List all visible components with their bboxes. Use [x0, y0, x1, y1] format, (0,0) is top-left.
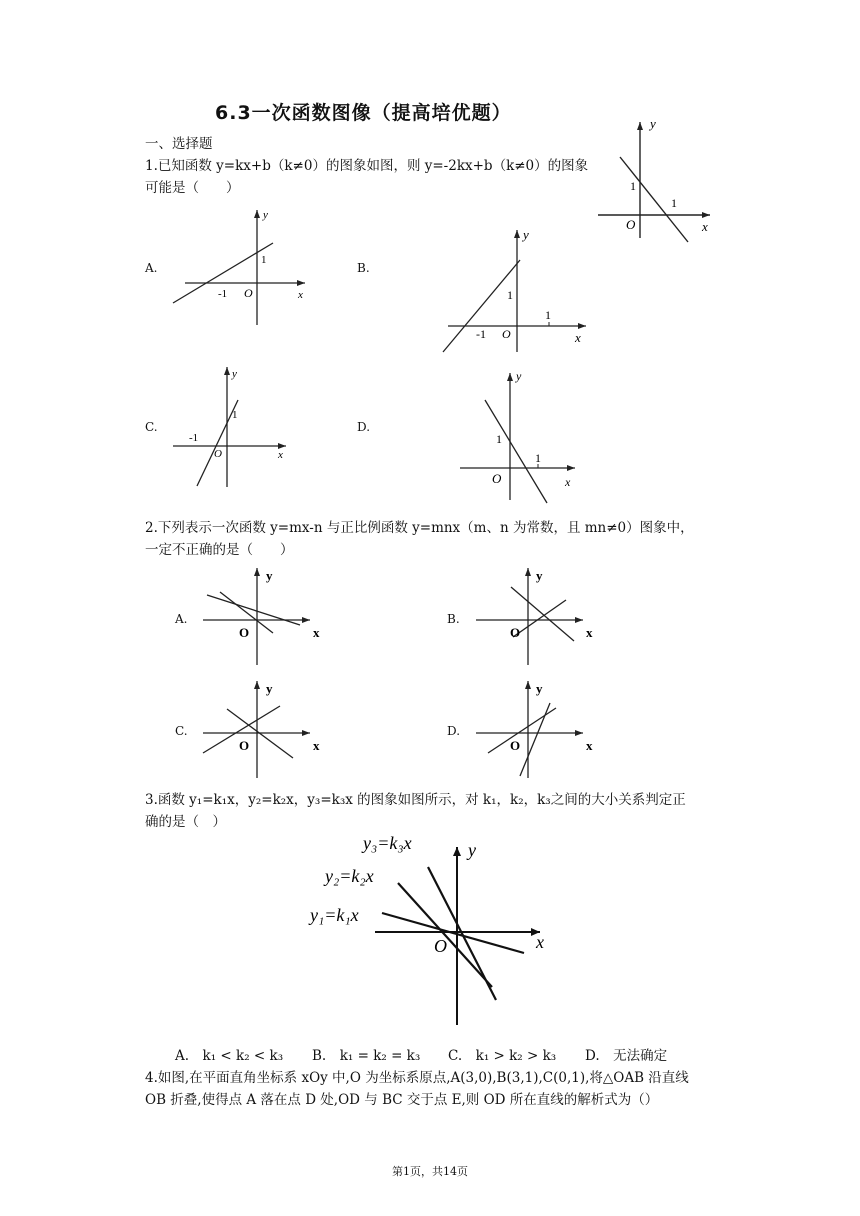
origin-label: O — [626, 217, 636, 232]
tick-label: -1 — [218, 288, 228, 300]
line-label-y1: y₁=k₁x — [310, 905, 359, 925]
q4-stem-line1: 4.如图,在平面直角坐标系 xOy 中,O 为坐标系原点,A(3,0),B(3,1),C(0,1),将△OAB 沿直线 — [145, 1070, 689, 1086]
x-axis-label: x — [313, 625, 320, 640]
q1-option-d[interactable]: D. — [357, 420, 371, 434]
origin-label: O — [239, 738, 250, 753]
tick-label: 1 — [535, 451, 541, 465]
origin-label: O — [502, 327, 511, 341]
y-axis-label: y — [650, 116, 656, 131]
tick-label: 1 — [630, 179, 636, 193]
y-axis-label: y — [468, 840, 476, 860]
q1-stem-line2: 可能是（ ） — [145, 180, 240, 196]
origin-label: O — [434, 936, 447, 956]
q1-option-b-graph — [440, 225, 600, 355]
page-title: 6.3一次函数图像（提高培优题） — [215, 102, 512, 124]
q4-stem-line2: OB 折叠,使得点 A 落在点 D 处,OD 与 BC 交于点 E,则 OD 所在直线的解析式为（） — [145, 1092, 659, 1108]
x-axis-label: x — [298, 289, 303, 301]
tick-label: 1 — [261, 254, 267, 266]
q2-option-b[interactable]: B. — [447, 612, 460, 626]
origin-label: O — [492, 471, 502, 486]
q3-answer-d[interactable]: D. 无法确定 — [585, 1048, 668, 1064]
q2-option-c[interactable]: C. — [175, 724, 188, 738]
x-axis-label: x — [586, 625, 593, 640]
origin-label: O — [510, 738, 521, 753]
section-heading: 一、选择题 — [145, 136, 213, 152]
y-axis-label: y — [536, 568, 543, 583]
q3-stem-line2: 确的是（ ） — [145, 814, 226, 830]
x-axis-label: x — [702, 219, 708, 234]
x-axis-label: x — [278, 449, 283, 461]
q3-stem-line1: 3.函数 y₁=k₁x，y₂=k₂x，y₃=k₃x 的图象如图所示，对 k₁，k₂，k₃之间的大小关系判定正 — [145, 792, 686, 808]
tick-label: 1 — [671, 196, 677, 210]
x-axis-label: x — [313, 738, 320, 753]
q3-graph — [300, 825, 560, 1035]
q2-stem-line1: 2.下列表示一次函数 y=mx-n 与正比例函数 y=mnx（m、n 为常数，且 mn≠0）图象中， — [145, 520, 694, 536]
q1-option-b[interactable]: B. — [357, 261, 370, 275]
x-axis-label: x — [586, 738, 593, 753]
x-axis-label: x — [536, 932, 544, 952]
q3-answer-b[interactable]: B. k₁ = k₂ = k₃ — [312, 1048, 421, 1064]
q2-option-d-graph — [468, 678, 608, 778]
y-axis-label: y — [266, 568, 273, 583]
q1-option-a[interactable]: A. — [145, 261, 158, 275]
q2-option-a-graph — [195, 565, 335, 665]
line-label-y2: y₂=k₂x — [325, 866, 374, 886]
q2-option-c-graph — [195, 678, 335, 778]
origin-label: O — [239, 625, 250, 640]
tick-label: 1 — [496, 432, 502, 446]
q2-stem-line2: 一定不正确的是（ ） — [145, 542, 294, 558]
q3-answer-a[interactable]: A. k₁ < k₂ < k₃ — [175, 1048, 284, 1064]
y-axis-label: y — [516, 369, 522, 383]
tick-label: 1 — [507, 288, 513, 302]
origin-label: O — [244, 286, 253, 300]
tick-label: 1 — [545, 308, 551, 322]
q3-answer-c[interactable]: C. k₁ > k₂ > k₃ — [448, 1048, 557, 1064]
origin-label: O — [214, 448, 222, 460]
origin-label: O — [510, 625, 521, 640]
y-axis-label: y — [232, 368, 237, 380]
q1-option-c-graph — [168, 362, 298, 492]
q2-option-d[interactable]: D. — [447, 724, 461, 738]
q1-option-a-graph — [165, 205, 315, 330]
q1-given-graph — [590, 112, 720, 242]
q1-stem-line1: 1.已知函数 y=kx+b（k≠0）的图象如图，则 y=-2kx+b（k≠0）的图象 — [145, 158, 589, 174]
x-axis-label: x — [565, 475, 571, 489]
q1-option-d-graph — [455, 365, 585, 505]
tick-label: -1 — [476, 327, 486, 341]
tick-label: -1 — [189, 432, 199, 444]
q2-option-a[interactable]: A. — [175, 612, 188, 626]
line-label-y3: y₃=k₃x — [363, 833, 412, 853]
q2-option-b-graph — [468, 565, 608, 665]
y-axis-label: y — [263, 209, 268, 221]
y-axis-label: y — [536, 681, 543, 696]
q1-option-c[interactable]: C. — [145, 420, 158, 434]
tick-label: 1 — [232, 409, 238, 421]
page-footer: 第1页，共14页 — [392, 1165, 468, 1178]
y-axis-label: y — [266, 681, 273, 696]
x-axis-label: x — [575, 330, 581, 345]
y-axis-label: y — [523, 227, 529, 242]
